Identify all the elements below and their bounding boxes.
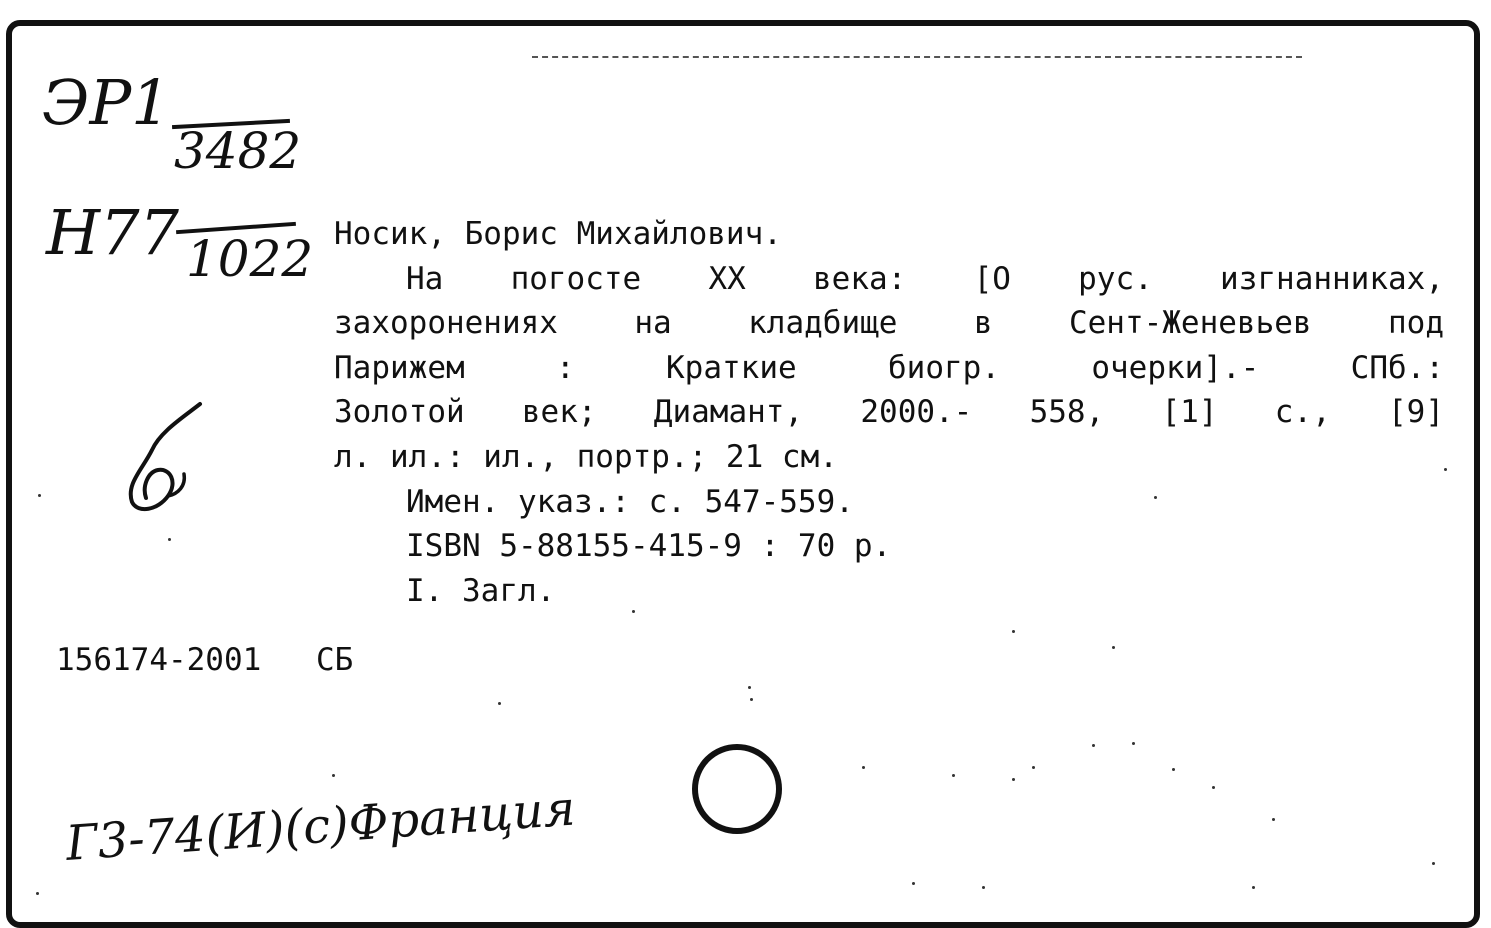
speck [1012, 778, 1015, 781]
speck [1132, 742, 1135, 745]
speck [1272, 818, 1275, 821]
shelfmark-author [46, 196, 316, 306]
card-number [56, 642, 353, 678]
card-number-value: 156174-2001 [56, 642, 262, 678]
shelfmark-top-number: 3482 [174, 122, 302, 180]
card-code: СБ [315, 642, 354, 678]
shelfmark-author-number: 1022 [186, 230, 314, 288]
title-line-2: захоронениях на кладбище в Сент-Женевьев под [334, 305, 1444, 342]
speck [1032, 766, 1035, 769]
speck [168, 538, 171, 541]
speck [1092, 744, 1095, 747]
speck [332, 774, 335, 777]
speck [952, 774, 955, 777]
speck [862, 766, 865, 769]
speck [750, 698, 753, 701]
shelfmark-author-prefix: Н77 [46, 196, 179, 269]
note-isbn: ISBN 5-88155-415-9 : 70 р. [406, 528, 892, 565]
bibliographic-entry [334, 212, 1444, 613]
speck [1444, 468, 1447, 471]
speck [748, 686, 751, 689]
speck [1112, 646, 1115, 649]
shelfmark-top-prefix: ЭР1 [42, 66, 171, 139]
catalog-card [6, 20, 1480, 928]
speck [1212, 786, 1215, 789]
speck [498, 702, 501, 705]
speck [1154, 496, 1157, 499]
title-line-4: Золотой век; Диамант, 2000.- 558, [1] с., [9] [334, 394, 1444, 431]
speck [632, 610, 635, 613]
speck [38, 494, 41, 497]
note-index: Имен. указ.: с. 547-559. [406, 483, 854, 520]
shelfmark-top [42, 64, 302, 184]
speck [982, 886, 985, 889]
top-dashed-line [532, 56, 1302, 60]
speck [1012, 630, 1015, 633]
title-line-3: Парижем : Краткие биогр. очерки].- СПб.: [334, 349, 1444, 386]
speck [1172, 768, 1175, 771]
classification-handwritten: Г3-74(И)(с)Франция [64, 780, 578, 872]
title-line-1: На погосте ХХ века: [О рус. изгнанниках, [406, 260, 1444, 297]
author-heading: Носик, Борис Михайлович. [334, 216, 782, 252]
speck [1252, 886, 1255, 889]
collation-end: л. ил.: ил., портр.; 21 см. [334, 438, 838, 475]
note-title-added: I. Загл. [406, 572, 556, 609]
punch-hole [692, 744, 782, 834]
speck [36, 892, 39, 895]
speck [912, 882, 915, 885]
handwritten-mark [112, 398, 222, 518]
speck [1432, 862, 1435, 865]
